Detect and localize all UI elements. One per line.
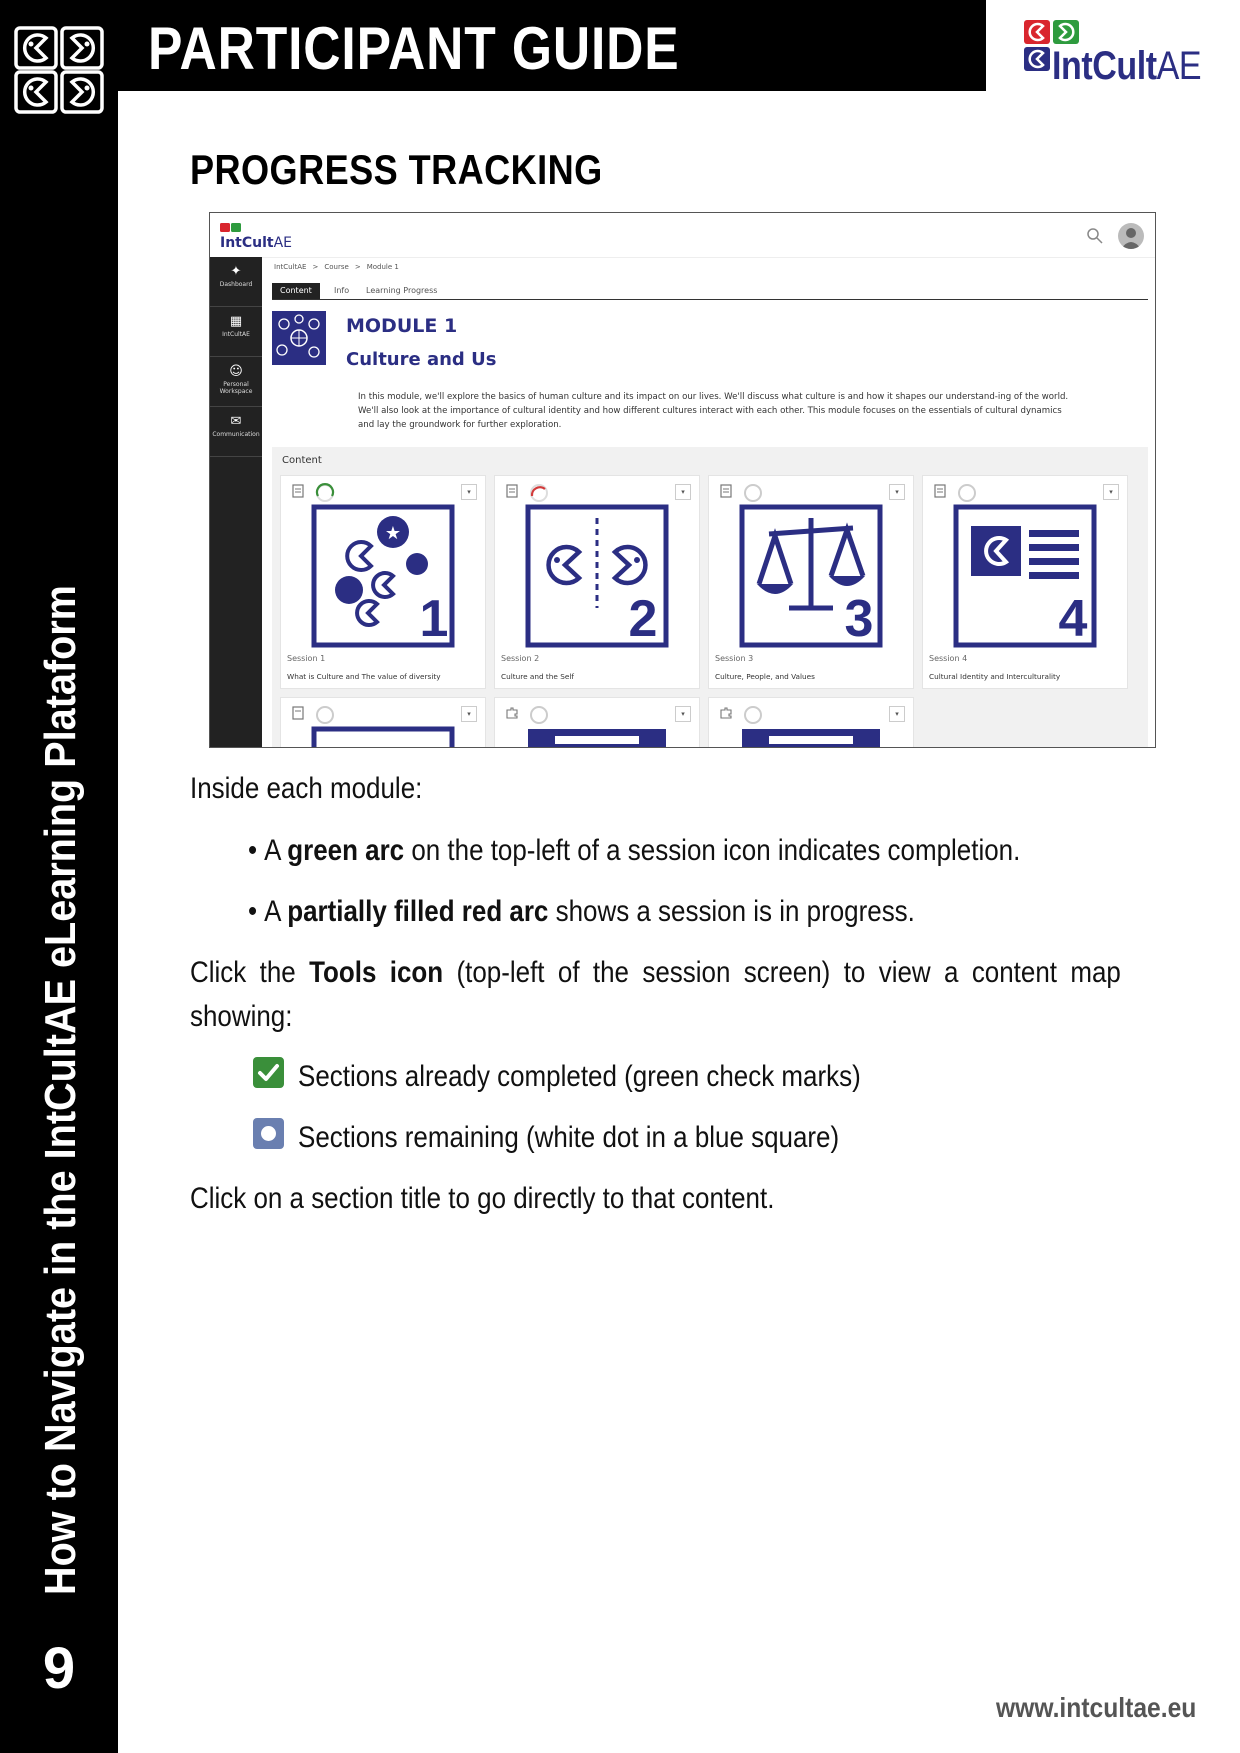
chevron-down-icon[interactable]: ▾ xyxy=(1103,484,1119,500)
module-label: MODULE 1 xyxy=(346,315,458,337)
content-label: Content xyxy=(282,455,322,466)
session-artwork-icon xyxy=(311,726,455,748)
document-icon xyxy=(505,484,519,498)
chevron-down-icon[interactable]: ▾ xyxy=(675,706,691,722)
breadcrumb-separator: > xyxy=(312,263,319,271)
tools-instruction: Click the Tools icon (top-left of the session screen) to view a content map xyxy=(190,956,1121,989)
tab-info[interactable]: Info xyxy=(334,286,350,295)
search-icon[interactable] xyxy=(1086,227,1104,245)
progress-arc-icon xyxy=(743,483,763,503)
tools-instruction-cont: showing: xyxy=(190,1000,293,1033)
breadcrumb-item[interactable]: IntCultAE xyxy=(274,263,307,271)
content-panel xyxy=(272,447,1148,748)
footer-url[interactable]: www.intcultae.eu xyxy=(996,1692,1197,1723)
progress-arc-icon xyxy=(315,705,335,725)
chat-icon: ✉ xyxy=(230,414,242,429)
document-icon xyxy=(719,484,733,498)
session-title[interactable]: Cultural Identity and Interculturality xyxy=(929,672,1061,681)
session-artwork-icon xyxy=(525,726,669,748)
nav-item-communication[interactable]: ✉ Communication xyxy=(210,407,262,457)
module-title: Culture and Us xyxy=(346,349,497,370)
module-screenshot xyxy=(209,212,1156,748)
chevron-down-icon[interactable]: ▾ xyxy=(889,484,905,500)
session-card-4[interactable] xyxy=(922,475,1128,689)
session-number-glyph: 4 xyxy=(1058,590,1088,648)
document-icon xyxy=(291,706,305,720)
progress-arc-icon xyxy=(315,483,335,503)
puzzle-icon xyxy=(505,706,519,720)
progress-arc-icon xyxy=(529,705,549,725)
progress-arc-icon xyxy=(743,705,763,725)
session-number-glyph: 1 xyxy=(419,590,449,648)
remaining-sections-text: Sections remaining (white dot in a blue square) xyxy=(298,1121,840,1154)
screenshot-sidebar xyxy=(210,257,262,747)
bullet-in-progress: • A partially filled red arc shows a session is in progress. xyxy=(248,895,915,928)
intro-text: Inside each module: xyxy=(190,772,423,805)
page-header-title: PARTICIPANT GUIDE xyxy=(148,15,680,82)
chevron-down-icon[interactable]: ▾ xyxy=(889,706,905,722)
puzzle-icon xyxy=(719,706,733,720)
breadcrumb-item[interactable]: Course xyxy=(324,263,349,271)
completed-sections-text: Sections already completed (green check marks) xyxy=(298,1060,861,1093)
nav-item-intcultae[interactable]: ▦ IntCultAE xyxy=(210,307,262,357)
page-number: 9 xyxy=(42,1636,76,1701)
tab-content[interactable]: Content xyxy=(272,283,320,299)
person-icon: ☺ xyxy=(229,364,243,379)
session-title[interactable]: Culture and the Self xyxy=(501,672,574,681)
screenshot-logo-text: IntCultAE xyxy=(220,235,293,251)
session-card-3[interactable] xyxy=(708,475,914,689)
nav-item-personal-workspace[interactable]: ☺ Personal Workspace xyxy=(210,357,262,407)
session-number-glyph: 3 xyxy=(844,590,874,648)
breadcrumb-separator: > xyxy=(354,263,361,271)
brand-name: IntCultAE xyxy=(1052,44,1202,88)
green-check-icon xyxy=(252,1056,285,1089)
session-card-7[interactable] xyxy=(708,697,914,748)
dashboard-icon: ✦ xyxy=(230,264,242,279)
grid-icon: ▦ xyxy=(229,314,243,329)
session-number-glyph: 2 xyxy=(628,590,658,648)
session-number: Session 3 xyxy=(715,654,754,663)
chevron-down-icon[interactable]: ▾ xyxy=(675,484,691,500)
bullet-completion: • A green arc on the top-left of a session icon indicates completion. xyxy=(248,834,1021,867)
session-card-2[interactable] xyxy=(494,475,700,689)
chevron-down-icon[interactable]: ▾ xyxy=(461,706,477,722)
session-4-artwork-icon xyxy=(953,504,1097,648)
session-title[interactable]: Culture, People, and Values xyxy=(715,672,815,681)
session-2-artwork-icon xyxy=(525,504,669,648)
tab-learning-progress[interactable]: Learning Progress xyxy=(366,286,438,295)
session-number: Session 2 xyxy=(501,654,540,663)
session-artwork-icon xyxy=(739,726,883,748)
document-icon xyxy=(291,484,305,498)
module-tabs xyxy=(272,283,1148,300)
closing-text: Click on a section title to go directly to that content. xyxy=(190,1182,775,1215)
breadcrumb-item[interactable]: Module 1 xyxy=(366,263,399,271)
session-number: Session 1 xyxy=(287,654,326,663)
chevron-down-icon[interactable]: ▾ xyxy=(461,484,477,500)
sidebar-vertical-title: How to Navigate in the IntCultAE eLearning Plataform xyxy=(36,585,85,1595)
progress-arc-icon xyxy=(529,483,549,503)
session-title[interactable]: What is Culture and The value of diversity xyxy=(287,672,441,681)
session-number: Session 4 xyxy=(929,654,968,663)
module-globe-icon xyxy=(272,311,326,365)
breadcrumb xyxy=(274,263,405,271)
svg-text:★: ★ xyxy=(384,523,402,544)
module-description: In this module, we'll explore the basics of human culture and its impact on our lives. We'll discuss what culture is and how it shapes our understand-ing of the world. We'll also look at the importance of cultural identity and how different cultures interact with each other. This module focuses on the essentials of cultural dynamics and lay the groundwork for further exploration. xyxy=(358,392,1069,430)
session-card-1[interactable] xyxy=(280,475,486,689)
progress-arc-icon xyxy=(957,483,977,503)
session-3-artwork-icon xyxy=(739,504,883,648)
avatar[interactable] xyxy=(1118,223,1144,249)
screenshot-topbar xyxy=(210,213,1155,258)
section-title: PROGRESS TRACKING xyxy=(190,146,603,193)
intcultae-symbol-icon xyxy=(14,26,104,114)
session-1-artwork-icon xyxy=(311,504,455,648)
session-card-5[interactable] xyxy=(280,697,486,748)
session-card-6[interactable] xyxy=(494,697,700,748)
blue-dot-square-icon xyxy=(252,1117,285,1150)
nav-item-dashboard[interactable]: ✦ Dashboard xyxy=(210,257,262,307)
document-icon xyxy=(933,484,947,498)
